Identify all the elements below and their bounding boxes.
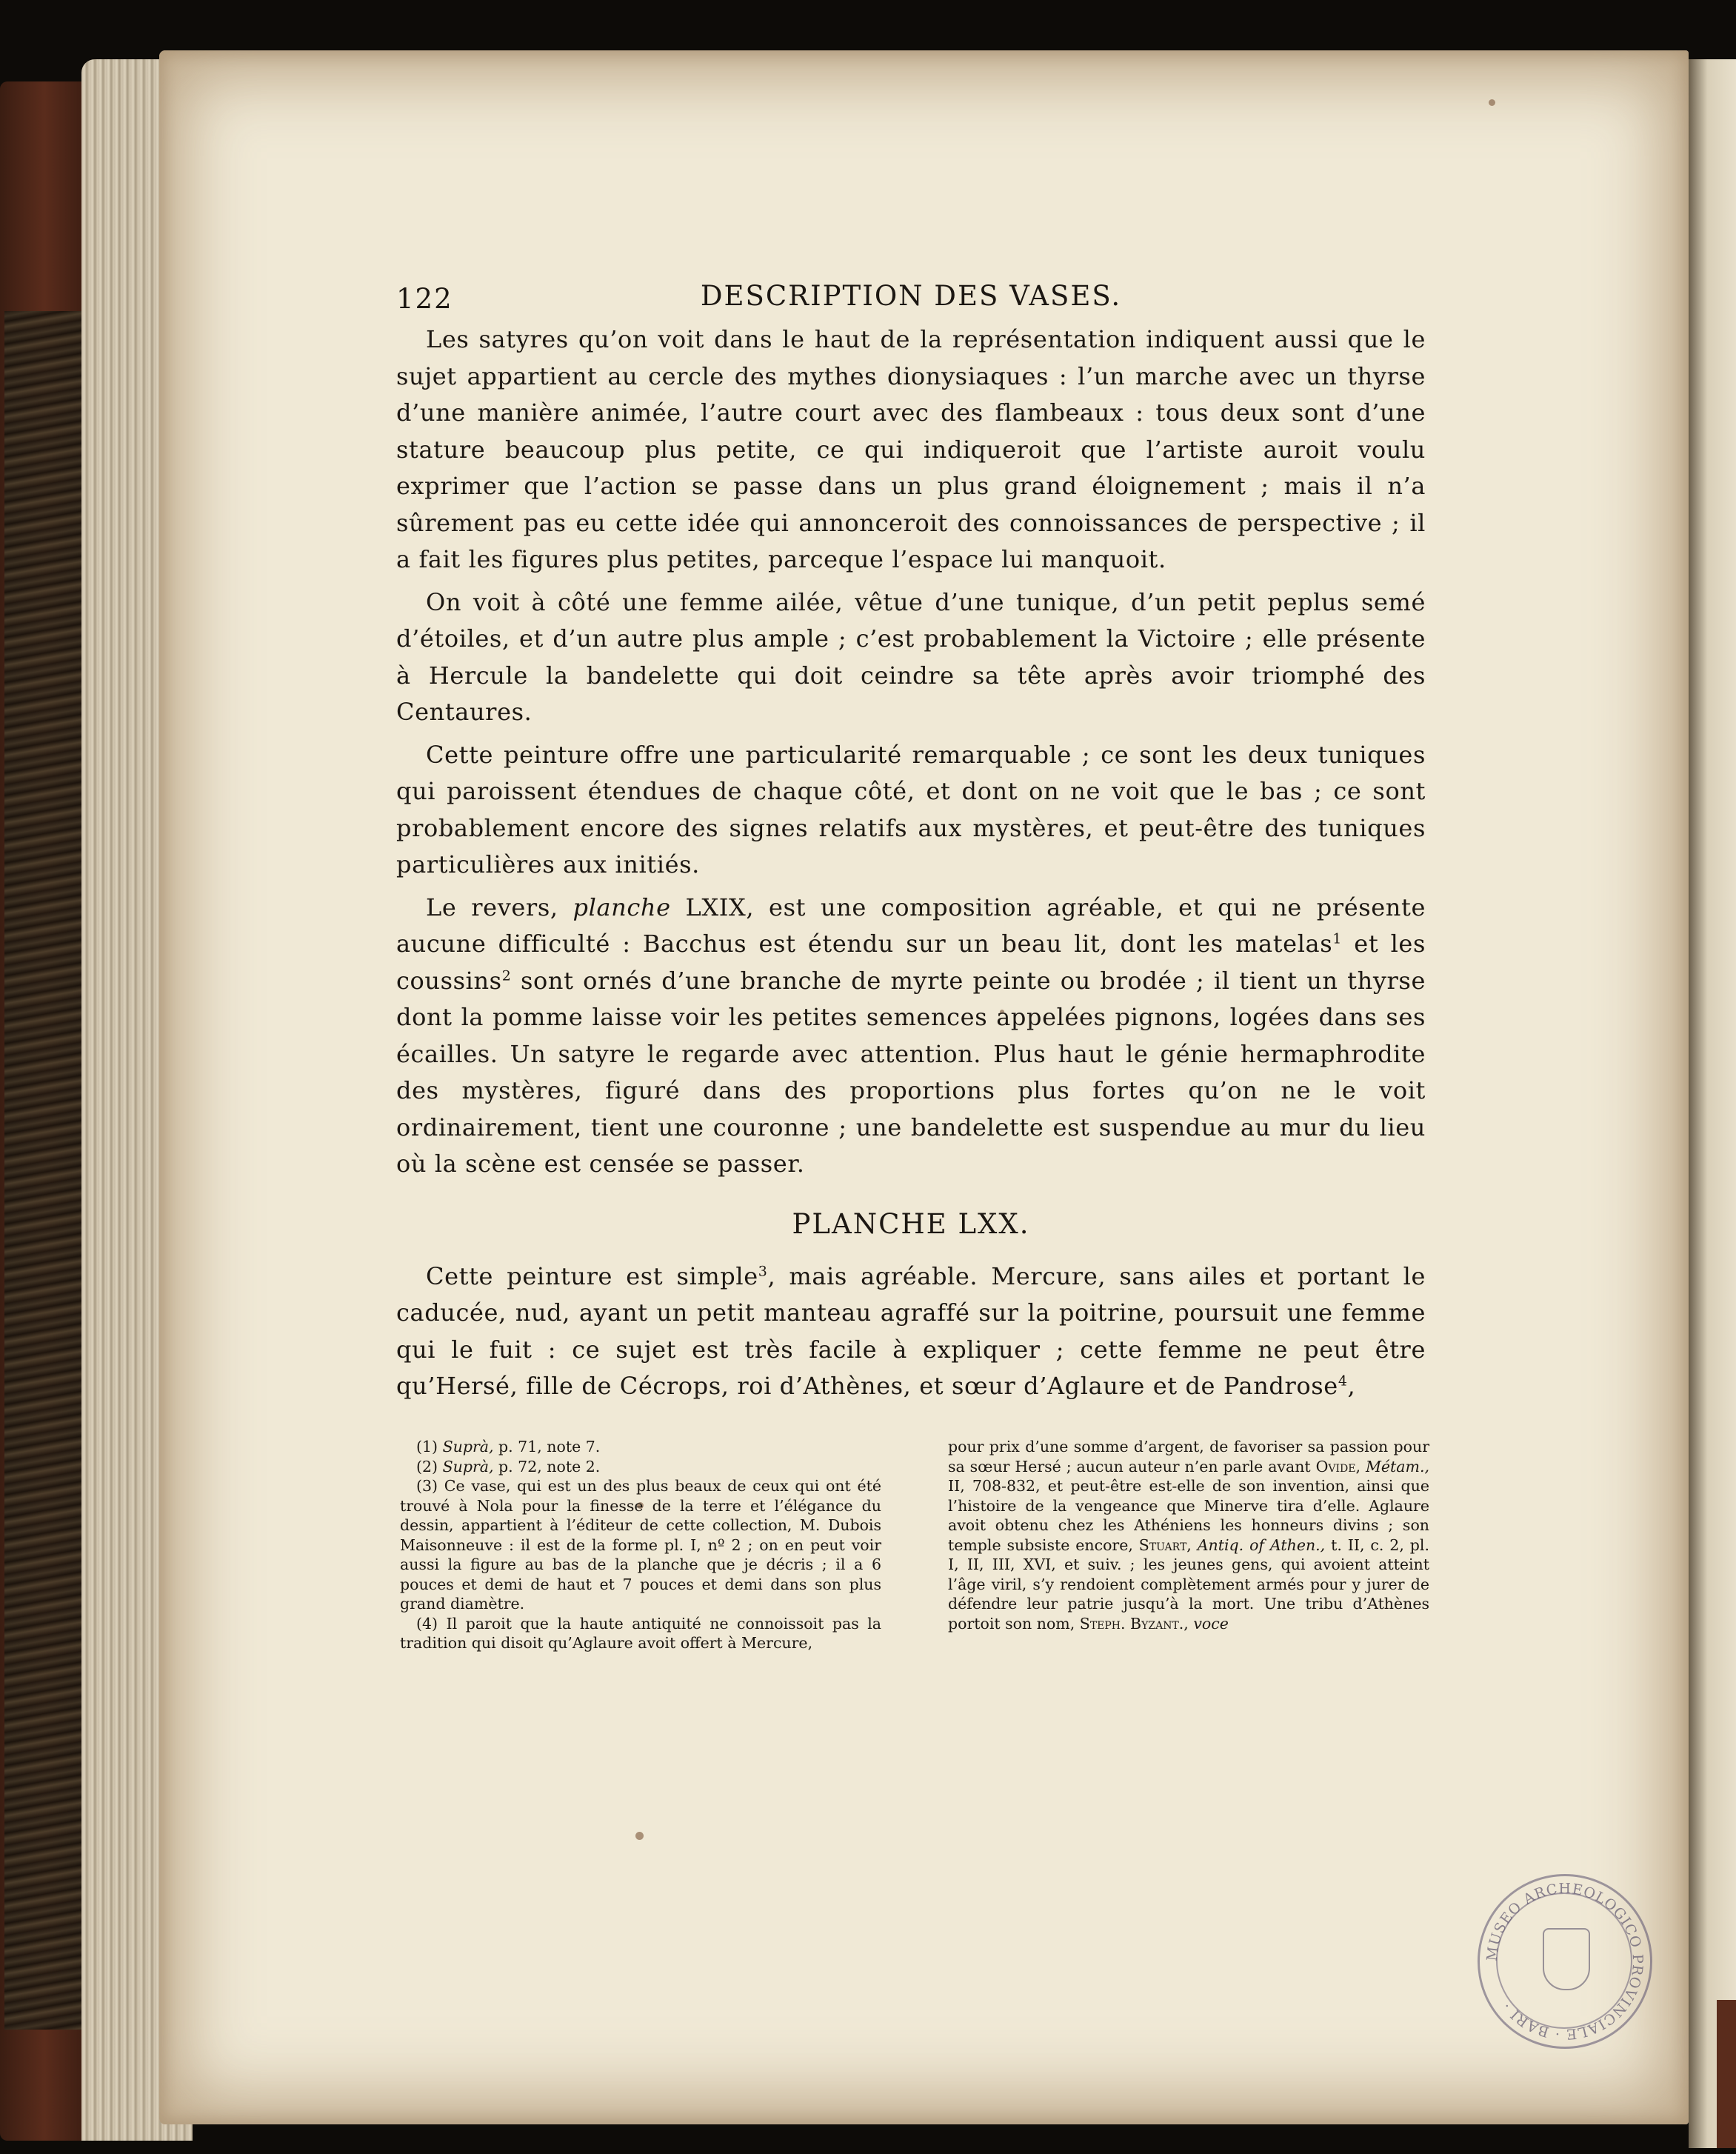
footnotes bbox=[400, 1437, 1429, 1653]
marbled-endpaper bbox=[4, 311, 86, 2030]
running-title: DESCRIPTION DES VASES. bbox=[700, 280, 1122, 312]
paper-speck bbox=[635, 1832, 644, 1840]
paragraph: Les satyres qu’on voit dans le haut de la représentation indiquent aussi que le sujet appartient au cercle des mythes dionysiaques : l’un marche avec un thyrse d’une manière animée, l’autre court avec des flambeaux : tous deux sont d’une stature beaucoup plus petite, ce qui indiqueroit que l’artiste auroit voulu exprimer que l’action se passe dans un plus grand éloignement ; mais il n’a sûrement pas eu cette idée qui annonceroit des connoissances de perspective ; il a fait les figures plus petites, parceque l’espace lui manquoit. bbox=[396, 325, 1426, 573]
paragraph-revers: Le revers, planche LXIX, est une composition agréable, et qui ne présente aucune difficulté : Bacchus est étendu sur un beau lit, dont les matelas$^1$ et les coussins$^2$ sont ornés d’une branche de myrte peinte ou brodée ; il tient un thyrse dont la pomme laisse voir les petites semences appelées pignons, logées dans ses écailles. Un satyre le regarde avec attention. Plus haut le génie hermaphrodite des mystères, figuré dans des proportions plus fortes qu’on ne le voit ordinairement, tient une couronne ; une bandelette est suspendue au mur du lieu où la scène est censée se passer. bbox=[396, 893, 1426, 1178]
footnote-4: (4) Il paroit que la haute antiquité ne connoissoit pas la tradition qui disoit qu’Aglaure avoit offert à Mercure, bbox=[400, 1614, 881, 1652]
footnote-4-continued: pour prix d’une somme d’argent, de favoriser sa passion pour sa sœur Hersé ; aucun auteur n’en parle avant Ovide, Métam., II, 708-832, et peut-être est-elle de son invention, ainsi que l’histoire de la vengeance que Minerve tira d’elle. Aglaure avoit obtenu chez les Athéniens les honneurs divins ; son temple subsiste encore, Stuart, Antiq. of Athen., t. II, c. 2, pl. I, II, III, XVI, et suiv. ; les jeunes gens, qui avoient atteint l’âge viril, s’y rendoient complètement armés pour y jurer de défendre leur patrie jusqu’à la mort. Une tribu d’Athènes portoit son nom, Steph. Byzant., voce bbox=[948, 1438, 1429, 1633]
page-header bbox=[396, 267, 1426, 321]
crest-icon bbox=[1543, 1928, 1590, 1990]
footnote-2: (2) Suprà, p. 72, note 2. bbox=[416, 1457, 601, 1476]
footnote-1: (1) Suprà, p. 71, note 7. bbox=[416, 1438, 601, 1456]
museum-stamp bbox=[1478, 1874, 1652, 2049]
paragraph-planche-lxx: Cette peinture est simple$^3$, mais agréable. Mercure, sans ailes et portant le caducée, nud, ayant un petit manteau agraffé sur la poitrine, poursuit une femme qui le fuit : ce sujet est très facile à expliquer ; cette femme ne peut être qu’Hersé, fille de Cécrops, roi d’Athènes, et sœur d’Aglaure et de Pandrose$^4$, bbox=[396, 1261, 1426, 1400]
paragraph: On voit à côté une femme ailée, vêtue d’une tunique, d’un petit peplus semé d’étoiles, et d’un autre plus ample ; c’est probablement la Victoire ; elle présente à Hercule la bandelette qui doit ceindre sa tête après avoir triomphé des Centaures. bbox=[396, 587, 1426, 726]
footnote-3: (3) Ce vase, qui est un des plus beaux de ceux qui ont été trouvé à Nola pour la finesse de la terre et l’élégance du dessin, appartient à l’éditeur de cette collection, M. Dubois Maisonneuve : il est de la forme pl. I, nº 2 ; on en peut voir aussi la figure au bas de la planche que je décris ; il a 6 pouces et demi de haut et 7 pouces et demi dans son plus grand diamètre. bbox=[400, 1477, 881, 1613]
paragraph: Cette peinture offre une particularité remarquable ; ce sont les deux tuniques qui paroissent étendues de chaque côté, et dont on ne voit que le bas ; ce sont probablement encore des signes relatifs aux mystères, et peut-être des tuniques particulières aux initiés. bbox=[396, 740, 1426, 878]
footnote-ref: 4 bbox=[1338, 1373, 1348, 1390]
footnotes-left-column bbox=[400, 1437, 881, 1653]
facing-page-edge bbox=[1689, 59, 1736, 2148]
section-title: PLANCHE LXX. bbox=[792, 1207, 1030, 1240]
footnote-ref: 3 bbox=[758, 1262, 768, 1279]
book-cover-right bbox=[1717, 2000, 1736, 2148]
italic-planche: planche bbox=[572, 893, 671, 921]
footnote-ref: 2 bbox=[501, 967, 512, 984]
footnotes-right-column bbox=[948, 1437, 1429, 1653]
page-content bbox=[396, 267, 1426, 1405]
svg-text:MUSEO ARCHEOLOGICO PROVINCIALE: MUSEO ARCHEOLOGICO PROVINCIALE · BARI · bbox=[1483, 1880, 1646, 2043]
paper-speck bbox=[1489, 99, 1495, 106]
footnote-ref: 1 bbox=[1332, 930, 1342, 947]
page-number: 122 bbox=[396, 283, 453, 315]
